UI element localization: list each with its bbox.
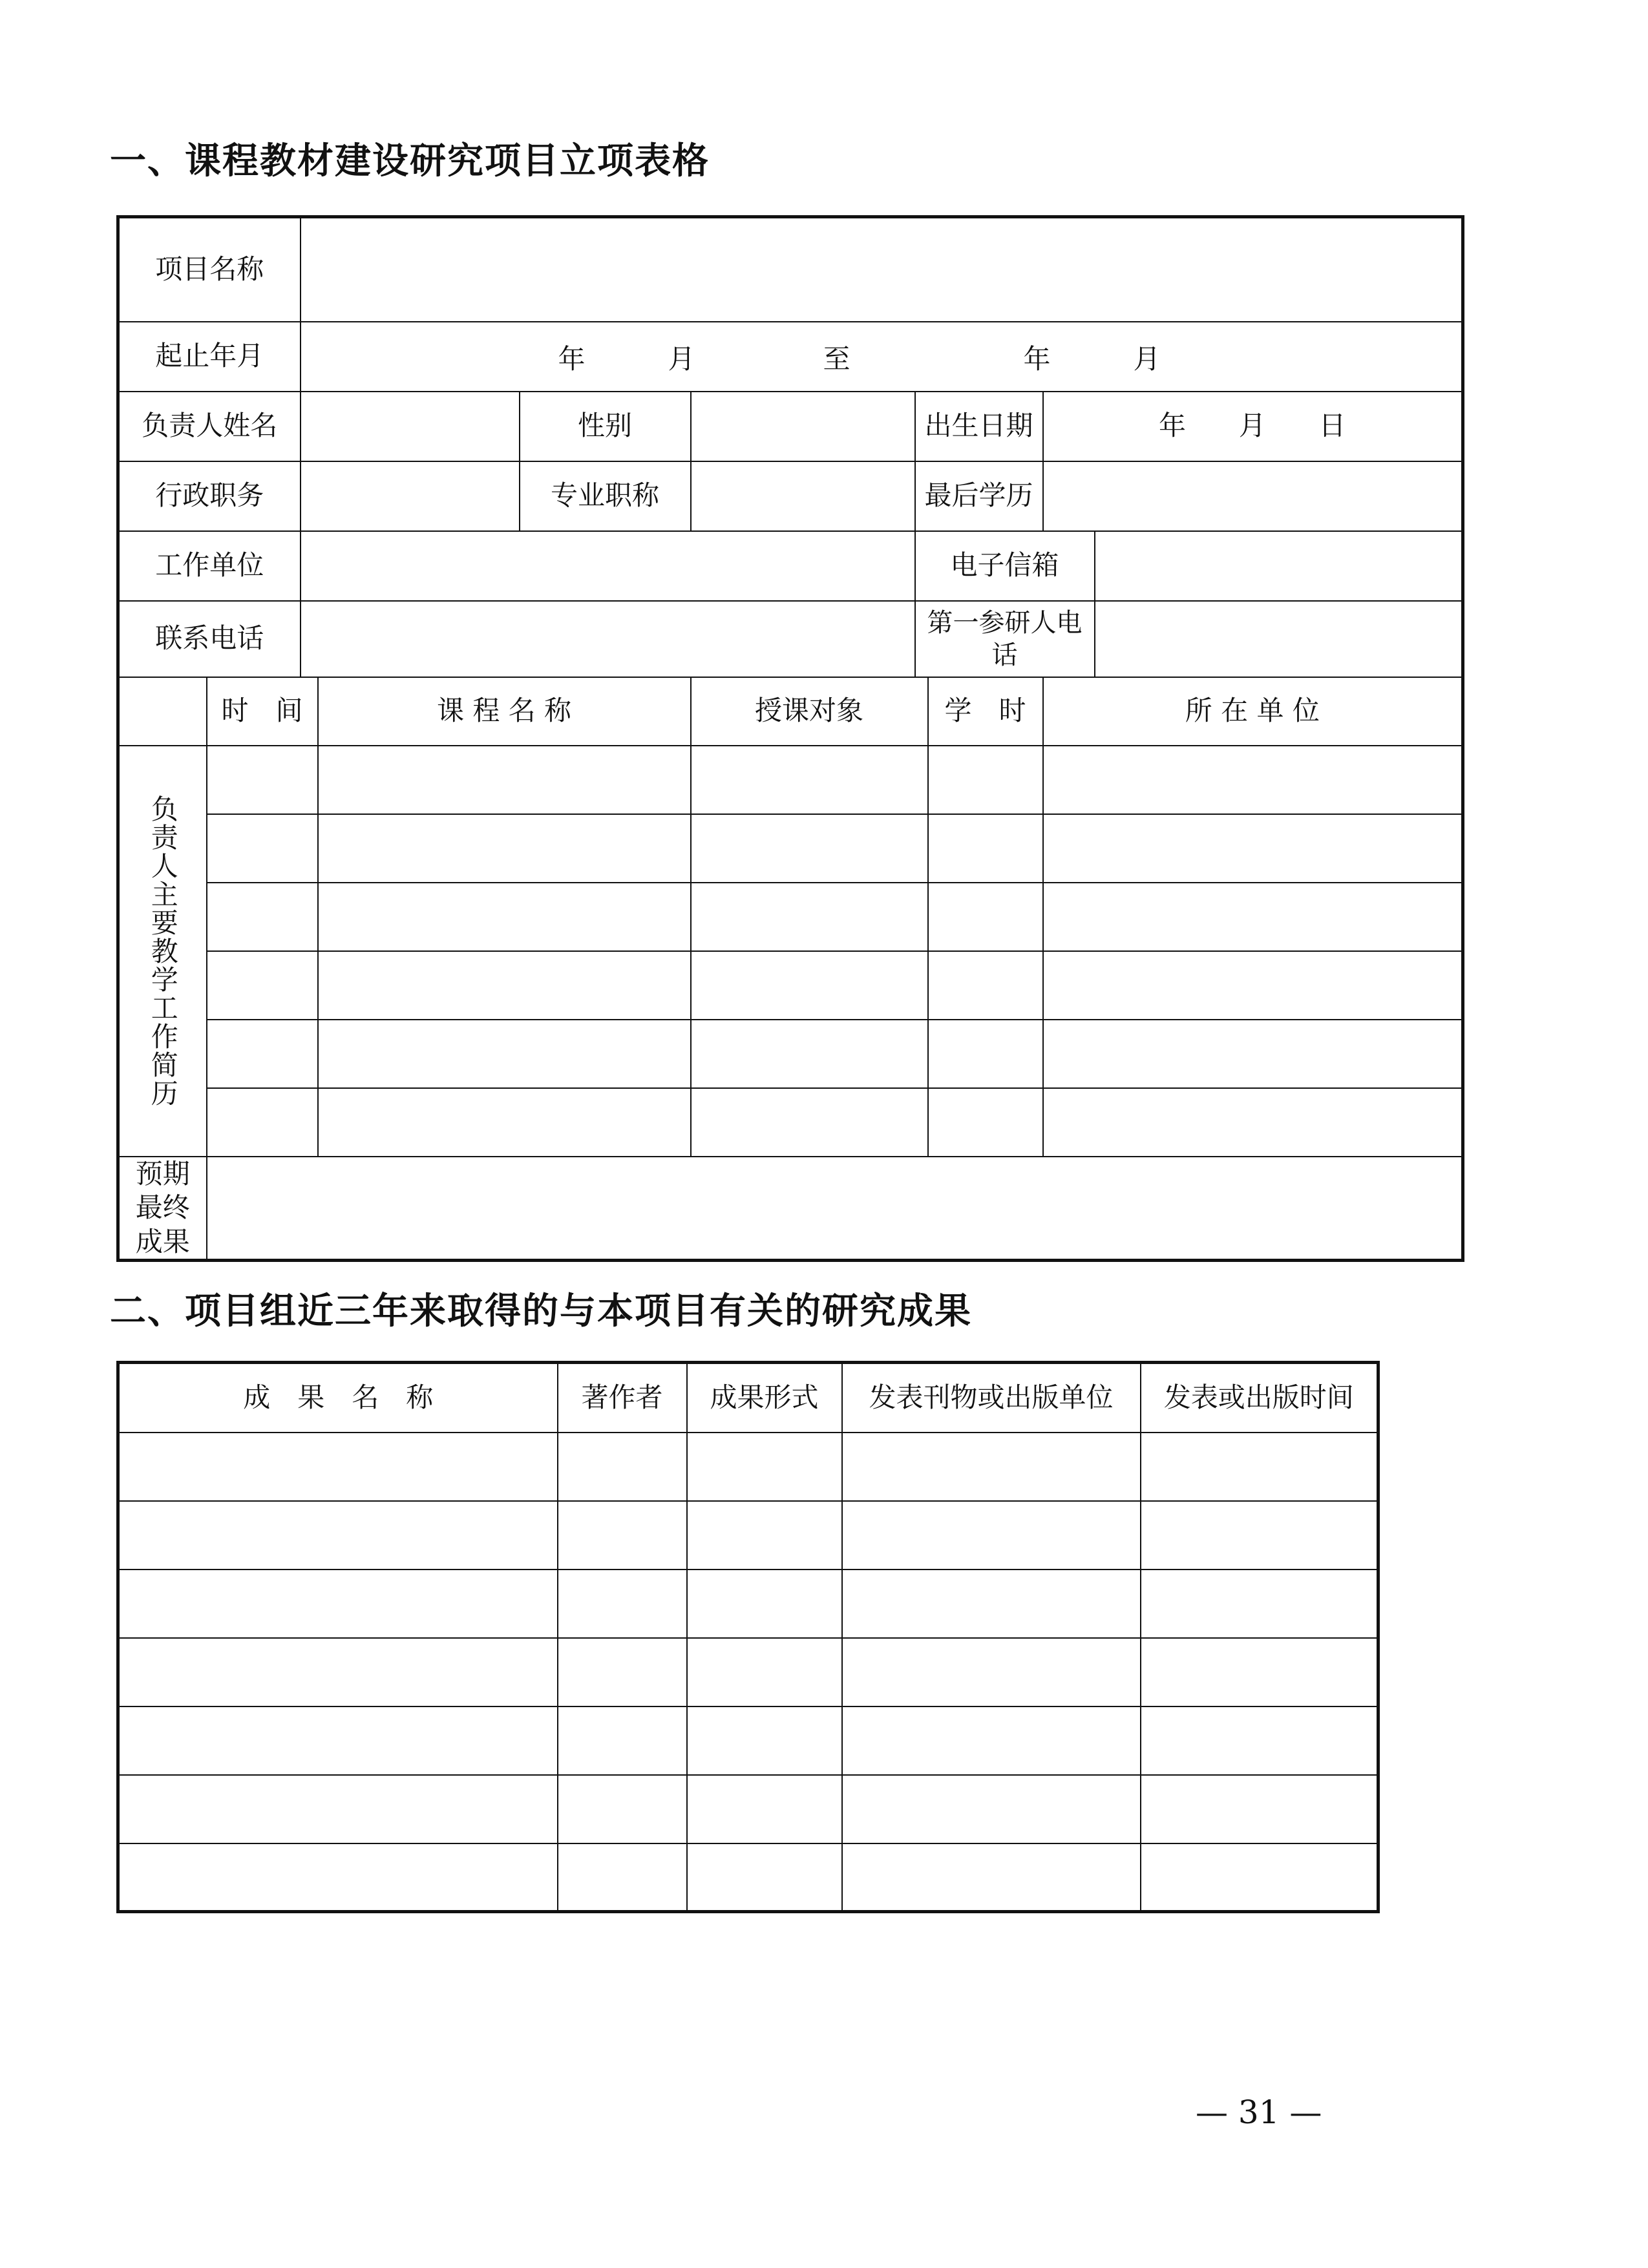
table-row: [118, 1638, 1379, 1706]
period-year-1: 年: [558, 342, 586, 375]
research-results-table: [116, 1361, 1380, 1913]
table-cell[interactable]: [687, 1775, 842, 1843]
table-cell[interactable]: [207, 883, 318, 951]
table-cell[interactable]: [842, 1570, 1141, 1638]
table-cell[interactable]: [1141, 1501, 1379, 1570]
table-cell[interactable]: [558, 1775, 687, 1843]
admin-post-field[interactable]: [301, 461, 520, 531]
table-cell[interactable]: [928, 814, 1043, 883]
section-2-title: 二、项目组近三年来取得的与本项目有关的研究成果: [110, 1290, 972, 1332]
table-cell[interactable]: [207, 746, 318, 814]
table-cell[interactable]: [118, 1843, 558, 1912]
period-month-1: 月: [668, 342, 695, 375]
birth-month: 月: [1238, 410, 1266, 442]
page-number: — 31 —: [1196, 2094, 1322, 2131]
admin-post-label: 行政职务: [118, 461, 301, 531]
period-year-2: 年: [1023, 342, 1051, 375]
period-month-2: 月: [1133, 342, 1161, 375]
table-cell[interactable]: [687, 1843, 842, 1912]
table-cell[interactable]: [842, 1775, 1141, 1843]
table-cell[interactable]: [1141, 1570, 1379, 1638]
table-cell[interactable]: [842, 1501, 1141, 1570]
gender-field[interactable]: [691, 392, 915, 461]
table-cell[interactable]: [1141, 1706, 1379, 1775]
col-unit-header: 所 在 单 位: [1043, 677, 1463, 746]
table-cell[interactable]: [118, 1570, 558, 1638]
education-field[interactable]: [1043, 461, 1463, 531]
table-cell[interactable]: [842, 1706, 1141, 1775]
table-cell[interactable]: [318, 951, 691, 1020]
table-row: [118, 1433, 1379, 1501]
table-cell[interactable]: [691, 951, 928, 1020]
email-field[interactable]: [1095, 531, 1463, 601]
table-cell[interactable]: [928, 951, 1043, 1020]
table-cell[interactable]: [318, 883, 691, 951]
leader-name-field[interactable]: [301, 392, 520, 461]
table-row: [118, 1843, 1379, 1912]
education-label: 最后学历: [915, 461, 1043, 531]
professional-title-label: 专业职称: [520, 461, 691, 531]
teaching-history-side-text: 负责人主要教学工作简历: [147, 794, 179, 1108]
table-cell[interactable]: [842, 1638, 1141, 1706]
table-row: [118, 1570, 1379, 1638]
table-cell[interactable]: [558, 1433, 687, 1501]
table-cell[interactable]: [318, 746, 691, 814]
table-cell[interactable]: [1043, 883, 1463, 951]
table-cell[interactable]: [558, 1843, 687, 1912]
table-cell[interactable]: [1141, 1843, 1379, 1912]
table-cell[interactable]: [1043, 951, 1463, 1020]
table-cell[interactable]: [691, 1020, 928, 1088]
phone-label: 联系电话: [118, 601, 301, 677]
period-to: 至: [823, 342, 850, 375]
table-cell[interactable]: [118, 1501, 558, 1570]
header-result-form: 成果形式: [687, 1363, 842, 1433]
table-cell[interactable]: [207, 814, 318, 883]
expected-result-field[interactable]: [207, 1157, 1463, 1261]
table-cell[interactable]: [928, 1088, 1043, 1157]
table-cell[interactable]: [687, 1706, 842, 1775]
teaching-corner-cell: [118, 677, 207, 746]
col-time-header: 时 间: [207, 677, 318, 746]
table-cell[interactable]: [118, 1433, 558, 1501]
table-cell[interactable]: [318, 814, 691, 883]
period-field[interactable]: [301, 322, 1463, 392]
table-cell[interactable]: [687, 1638, 842, 1706]
table-cell[interactable]: [118, 1706, 558, 1775]
table-cell[interactable]: [207, 951, 318, 1020]
table-cell[interactable]: [558, 1638, 687, 1706]
table-cell[interactable]: [691, 1088, 928, 1157]
birth-day: 日: [1318, 410, 1346, 442]
workplace-label: 工作单位: [118, 531, 301, 601]
table-cell[interactable]: [687, 1501, 842, 1570]
teaching-history-side-label: [118, 746, 207, 1157]
table-cell[interactable]: [1043, 1020, 1463, 1088]
table-cell[interactable]: [1043, 1088, 1463, 1157]
first-researcher-phone-field[interactable]: [1095, 601, 1463, 677]
gender-label: 性别: [520, 392, 691, 461]
header-result-name: 成 果 名 称: [118, 1363, 558, 1433]
expected-result-label: [118, 1157, 207, 1261]
table-cell[interactable]: [691, 883, 928, 951]
birthdate-label: 出生日期: [915, 392, 1043, 461]
table-cell[interactable]: [1141, 1433, 1379, 1501]
table-cell[interactable]: [207, 1020, 318, 1088]
table-cell[interactable]: [842, 1433, 1141, 1501]
birthdate-field[interactable]: [1043, 392, 1463, 461]
table-cell[interactable]: [1141, 1775, 1379, 1843]
table-cell[interactable]: [118, 1775, 558, 1843]
table-cell[interactable]: [691, 746, 928, 814]
table-cell[interactable]: [118, 1638, 558, 1706]
table-cell[interactable]: [928, 883, 1043, 951]
phone-field[interactable]: [301, 601, 915, 677]
table-cell[interactable]: [1043, 814, 1463, 883]
table-cell[interactable]: [842, 1843, 1141, 1912]
col-course-header: 课 程 名 称: [318, 677, 691, 746]
table-cell[interactable]: [318, 1020, 691, 1088]
leader-name-label: 负责人姓名: [118, 392, 301, 461]
col-audience-header: 授课对象: [691, 677, 928, 746]
table-cell[interactable]: [928, 746, 1043, 814]
table-cell[interactable]: [558, 1501, 687, 1570]
table-cell[interactable]: [928, 1020, 1043, 1088]
table-cell[interactable]: [687, 1570, 842, 1638]
workplace-field[interactable]: [301, 531, 915, 601]
section-1-title: 一、课程教材建设研究项目立项表格: [110, 140, 710, 182]
project-name-label: 项目名称: [118, 217, 301, 322]
project-name-field[interactable]: [301, 217, 1463, 322]
table-cell[interactable]: [558, 1706, 687, 1775]
table-cell[interactable]: [558, 1570, 687, 1638]
period-label: 起止年月: [118, 322, 301, 392]
first-researcher-phone-label: 第一参研人电话: [915, 601, 1095, 677]
table-cell[interactable]: [1141, 1638, 1379, 1706]
col-hours-header: 学 时: [928, 677, 1043, 746]
table-cell[interactable]: [207, 1088, 318, 1157]
header-publish-time: 发表或出版时间: [1141, 1363, 1379, 1433]
header-author: 著作者: [558, 1363, 687, 1433]
table-row: [118, 1775, 1379, 1843]
table-row: [118, 1501, 1379, 1570]
email-label: 电子信箱: [915, 531, 1095, 601]
table-cell[interactable]: [687, 1433, 842, 1501]
table-row: [118, 1706, 1379, 1775]
birth-year: 年: [1159, 410, 1187, 442]
table-cell[interactable]: [691, 814, 928, 883]
expected-result-text: 预期最终成果: [135, 1157, 190, 1257]
project-application-table: [116, 215, 1464, 1262]
table-cell[interactable]: [1043, 746, 1463, 814]
professional-title-field[interactable]: [691, 461, 915, 531]
header-publisher: 发表刊物或出版单位: [842, 1363, 1141, 1433]
table-cell[interactable]: [318, 1088, 691, 1157]
